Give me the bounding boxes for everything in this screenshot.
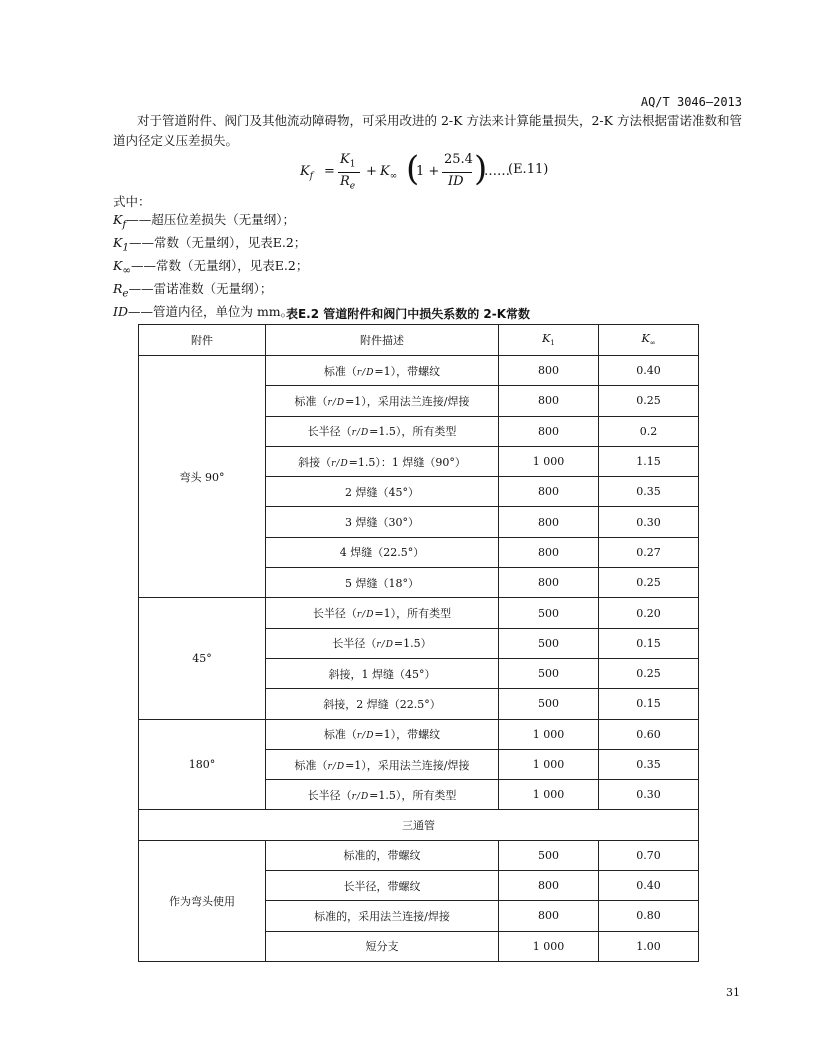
table-cell-text: 标准的，带螺纹 (266, 840, 499, 870)
header-kinf (599, 325, 699, 356)
table-cell-text: K (380, 164, 390, 179)
table-cell-text: 800 (499, 871, 599, 901)
table-cell-text: 800 (499, 537, 599, 567)
table-cell-text (266, 386, 499, 416)
table-cell-text: 0.2 (599, 416, 699, 446)
table-cell-text: 短分支 (266, 931, 499, 961)
k2-constants-table (138, 324, 699, 962)
formula-den2: ID (448, 174, 464, 189)
table-cell-text: 0.80 (599, 901, 699, 931)
table-cell-text (266, 628, 499, 658)
table-cell-text: 800 (499, 568, 599, 598)
table-cell-text: 1 (122, 241, 129, 254)
table-cell-text: 0.30 (599, 780, 699, 810)
table-caption: 表E.2 管道附件和阀门中损失系数的 2-K常数 (285, 307, 531, 321)
definition-row (113, 234, 308, 257)
formula-plus: + (366, 164, 377, 179)
table-cell-text: 0.15 (599, 689, 699, 719)
group-cell: 180° (139, 719, 266, 810)
formula-kinf (380, 164, 397, 182)
table-cell-text: ——超压位差损失（无量纲）； (126, 212, 295, 227)
definition-row (113, 257, 308, 280)
table-cell-text: 500 (499, 598, 599, 628)
section-cell: 三通管 (139, 810, 699, 840)
table-cell-text: 长半径（ (307, 425, 352, 439)
table-cell-text (266, 446, 499, 476)
table-cell-text: 800 (499, 416, 599, 446)
table-cell-text: f (309, 171, 314, 182)
table-cell-text: =1） (345, 394, 367, 408)
table-cell-text: =1） (374, 728, 397, 742)
table-cell-text: R (113, 280, 123, 296)
table-cell-text: R (340, 174, 350, 189)
table-cell-text: 标准（ (323, 728, 357, 742)
table-row (139, 719, 699, 749)
group-cell: 45° (139, 598, 266, 719)
table-cell-text: 500 (499, 628, 599, 658)
fraction-line-1 (338, 172, 360, 173)
table-cell-text: ——常数（无量纲），见表E.2； (131, 257, 309, 273)
table-cell-text: 0.30 (599, 507, 699, 537)
table-cell-text: 1 000 (499, 780, 599, 810)
table-cell-text: ，带螺纹 (396, 364, 441, 378)
table-cell-text: e (122, 287, 129, 300)
table-cell-text: ，所有类型 (401, 425, 457, 439)
table-cell-text: 0.40 (599, 356, 699, 386)
where-label: 式中： (113, 194, 151, 209)
formula-num1 (340, 152, 355, 170)
table-cell-text: 3 焊缝（30°） (266, 507, 499, 537)
table-cell-text: 1.00 (599, 931, 699, 961)
formula-label: (E.11) (508, 162, 549, 177)
table-cell-text: r/D (376, 640, 394, 651)
table-cell-text: 5 焊缝（18°） (266, 568, 499, 598)
table-cell-text: 500 (499, 840, 599, 870)
group-cell: 作为弯头使用 (139, 840, 266, 961)
table-cell-text: =1.5） (348, 455, 381, 469)
table-cell-text: ——常数（无量纲），见表E.2； (128, 234, 307, 250)
table-cell-text: 0.20 (599, 598, 699, 628)
table-cell-text: r/D (327, 397, 346, 408)
table-cell-text: 0.25 (599, 568, 699, 598)
formula-eq: = (324, 164, 335, 179)
left-paren: ( (406, 149, 420, 189)
table-cell-text: 2 焊缝（45°） (266, 477, 499, 507)
formula-den1 (340, 174, 355, 192)
table-header-row (139, 325, 699, 356)
table-cell-text: ，采用法兰连接/焊接 (366, 758, 470, 772)
table-cell-text: ——管道内径，单位为 mm。 (127, 303, 294, 319)
table-cell-text: 斜接，1 焊缝（45°） (266, 658, 499, 688)
table-cell-text: ，采用法兰连接/焊接 (366, 394, 470, 408)
table-cell-text: 1 000 (499, 749, 599, 779)
table-cell-text: r/D (356, 731, 375, 742)
table-cell-text: 800 (499, 507, 599, 537)
table-cell-text: K (542, 332, 551, 346)
table-cell-text: K (641, 332, 650, 346)
table-cell-text: 1 (349, 159, 356, 170)
table-cell-text: =1.5） (369, 425, 402, 439)
table-cell-text: r/D (327, 761, 346, 772)
table-cell-text: ——雷诺准数（无量纲）； (128, 280, 273, 296)
table-cell-text: ∞ (649, 339, 656, 348)
table-cell-text: 1 000 (499, 446, 599, 476)
table-cell-text: K (113, 234, 123, 250)
table-cell-text: 4 焊缝（22.5°） (266, 537, 499, 567)
table-cell-text: =1） (374, 607, 397, 621)
formula-e11 (300, 149, 560, 194)
table-cell-text: 标准（ (294, 758, 328, 772)
table-cell-text: f (122, 218, 127, 231)
table-cell-text: 1 (550, 339, 555, 348)
standard-id: AQ/T 3046—2013 (640, 95, 742, 109)
table-cell-text (266, 598, 499, 628)
table-cell-text: 标准的，采用法兰连接/焊接 (266, 901, 499, 931)
table-cell-text: 0.25 (599, 658, 699, 688)
table-cell-text: 斜接，2 焊缝（22.5°） (266, 689, 499, 719)
page-number: 31 (726, 986, 740, 999)
table-cell-text: =1） (345, 758, 367, 772)
definition-row (113, 211, 308, 234)
table-cell-text: ID (113, 303, 128, 319)
table-cell-text: ：1 焊缝（90°） (380, 455, 466, 469)
table-cell-text (266, 719, 499, 749)
table-cell-text: 800 (499, 386, 599, 416)
table-cell-text: 0.35 (599, 749, 699, 779)
table-cell-text: 0.70 (599, 840, 699, 870)
table-cell-text: 800 (499, 901, 599, 931)
table-cell-text: 0.27 (599, 537, 699, 567)
formula-dots: …… (484, 164, 510, 179)
table-cell-text: =1） (374, 364, 397, 378)
table-cell-text: 500 (499, 658, 599, 688)
header-desc: 附件描述 (266, 325, 499, 356)
table-cell-text: 1 000 (499, 931, 599, 961)
intro-paragraph: 对于管道附件、阀门及其他流动障碍物，可采用改进的 2-K 方法来计算能量损失，2-K 方法根据雷诺准数和管道内径定义压差损失。 (113, 113, 742, 148)
table-cell-text: K (113, 257, 123, 273)
table-cell-text: r/D (331, 458, 349, 469)
table-cell-text: ，所有类型 (396, 607, 452, 621)
definition-row (113, 280, 308, 303)
table-cell-text: 标准（ (323, 364, 357, 378)
table-cell-text: 0.35 (599, 477, 699, 507)
table-cell-text: 长半径（ (332, 637, 377, 651)
table-row (139, 356, 699, 386)
table-cell-text: =1.5） (369, 788, 402, 802)
table-cell-text: 1 000 (499, 719, 599, 749)
table-cell-text: 0.15 (599, 628, 699, 658)
formula-one-plus: 1 + (416, 164, 440, 179)
fraction-line-2 (442, 172, 472, 173)
table-cell-text: r/D (356, 367, 375, 378)
table-cell-text: 斜接（ (298, 455, 332, 469)
table-row (139, 840, 699, 870)
table-cell-text (266, 356, 499, 386)
table-cell-text: 800 (499, 356, 599, 386)
table-cell-text: ，所有类型 (401, 788, 457, 802)
header-k1 (499, 325, 599, 356)
table-cell-text: 0.40 (599, 871, 699, 901)
table-cell-text (266, 749, 499, 779)
table-cell-text: 0.25 (599, 386, 699, 416)
table-cell-text: r/D (356, 610, 375, 621)
table-cell-text: ∞ (389, 171, 398, 182)
formula-num2: 25.4 (444, 152, 473, 167)
table-cell-text: ∞ (122, 264, 132, 277)
table-cell-text: K (113, 212, 123, 227)
table-cell-text: 500 (499, 689, 599, 719)
table-cell-text: e (349, 181, 356, 192)
formula-lhs (300, 164, 313, 182)
table-cell-text: K (300, 164, 310, 179)
table-cell-text: 0.60 (599, 719, 699, 749)
header-fitting: 附件 (139, 325, 266, 356)
table-cell-text: 长半径，带螺纹 (266, 871, 499, 901)
table-cell-text: 1.15 (599, 446, 699, 476)
table-cell-text: =1.5） (393, 637, 432, 651)
group-cell: 弯头 90° (139, 356, 266, 598)
table-cell-text: 800 (499, 477, 599, 507)
table-cell-text: r/D (351, 428, 370, 439)
table-cell-text: K (340, 152, 350, 167)
table-cell-text (266, 780, 499, 810)
table-section-row (139, 810, 699, 840)
table-cell-text: r/D (351, 791, 370, 802)
table-cell-text: 标准（ (294, 394, 328, 408)
table-cell-text: 长半径（ (312, 607, 357, 621)
table-cell-text (266, 416, 499, 446)
right-paren: ) (474, 149, 488, 189)
table-cell-text: 长半径（ (307, 788, 352, 802)
table-cell-text: ，带螺纹 (396, 728, 441, 742)
table-row (139, 598, 699, 628)
